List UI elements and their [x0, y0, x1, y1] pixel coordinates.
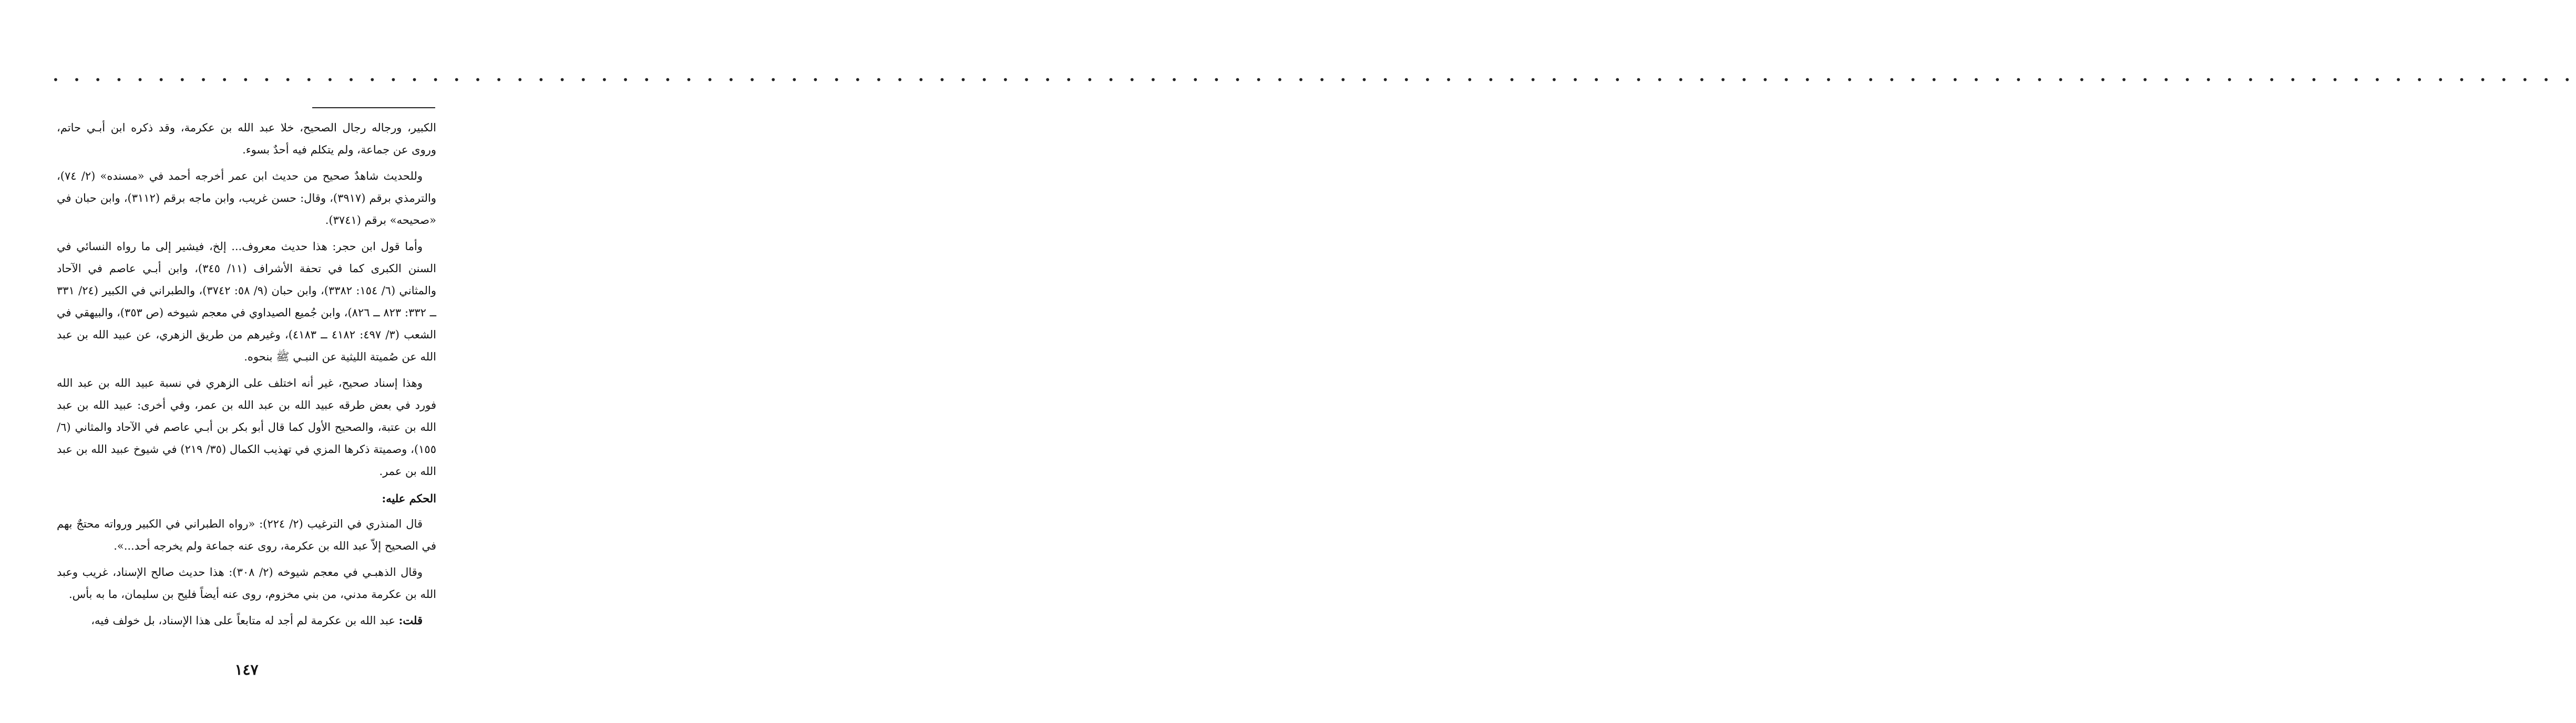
paragraph-3: وأما قول ابن حجر: هذا حديث معروف... إلخ، فيشير إلى ما رواه النسائي في السنن الكبرى كما في تحفة الأشراف (١١/ ٣٤٥)، وابن أبـي عاصم في الآحاد والمثاني (٦/ ١٥٤: ٣٣٨٢)، وابن حبان (٩/ ٥٨: ٣٧٤٢)، والطبراني في الكبير (٢٤/ ٣٣١ ــ ٣٣٢: ٨٢٣ ــ ٨٢٦)، وابن جُميع الصيداوي في معجم شيوخه (ص ٣٥٣)، والبيهقي في الشعب (٣/ ٤٩٧: ٤١٨٢ ــ ٤١٨٣)، وغيرهم من طريق الزهري، عن عبيد الله بن عبد الله عن صُميتة الليثية عن النبـي ﷺ بنحوه.	[57, 240, 437, 363]
paragraph-7-lead: قلت:	[398, 614, 423, 627]
page-number: ١٤٧	[234, 661, 259, 678]
paragraph-1: الكبير، ورجاله رجال الصحيح، خلا عبد الله بن عكرمة، وقد ذكره ابن أبـي حاتم، وروى عن جماعة، ولم يتكلم فيه أحدٌ بسوء.	[57, 121, 436, 156]
paragraph-5: قال المنذري في الترغيب (٢/ ٢٢٤): «رواه الطبراني في الكبير ورواته محتجٌ بهم في الصحيح إلاّ عبد الله بن عكرمة، روى عنه جماعة ولم يخرجه أحد...».	[57, 518, 436, 552]
paragraph-7-text: عبد الله بن عكرمة لم أجد له متابعاً على هذا الإسناد، بل خولف فيه،	[91, 614, 399, 627]
section-heading: الحكم عليه:	[382, 492, 436, 505]
body-text	[57, 117, 436, 636]
dotted-separator: • • • • • • • • • • • • • • • • • • • • • • • • • • • • • • • • • • • • • • • • • • • • • • • • • • • • • • • • • • • • • • • • • • • • • • • • • • • • • • • • • • • • • • • • • • • • • • • • • • • • • • • • • • • • • • • • • • • • • • • •	[53, 74, 2576, 86]
paragraph-2: وللحديث شاهدٌ صحيح من حديث ابن عمر أخرجه أحمد في «مسنده» (٢/ ٧٤)، والترمذي برقم (٣٩١٧)، وقال: حسن غريب، وابن ماجه برقم (٣١١٢)، وابن حبان في «صحيحه» برقم (٣٧٤١).	[57, 170, 436, 226]
paragraph-6: وقال الذهبـي في معجم شيوخه (٢/ ٣٠٨): هذا حديث صالح الإسناد، غريب وعبد الله بن عكرمة مدني، من بني مخزوم، روى عنه أيضاً فليح بن سليمان، ما به بأس.	[57, 566, 436, 601]
paragraph-4: وهذا إسناد صحيح، غير أنه اختلف على الزهري في نسبة عبيد الله بن عبد الله فورد في بعض طرقه عبيد الله بن عبد الله بن عمر، وفي أخرى: عبيد الله بن عبد الله بن عتبة، والصحيح الأول كما قال أبو بكر بن أبـي عاصم في الآحاد والمثاني (٦/ ١٥٥)، وصميتة ذكرها المزي في تهذيب الكمال (٣٥/ ٢١٩) في شيوخ عبيد الله بن عبد الله بن عمر.	[57, 377, 437, 478]
paragraph-7	[57, 610, 436, 632]
section-rule	[312, 107, 435, 108]
